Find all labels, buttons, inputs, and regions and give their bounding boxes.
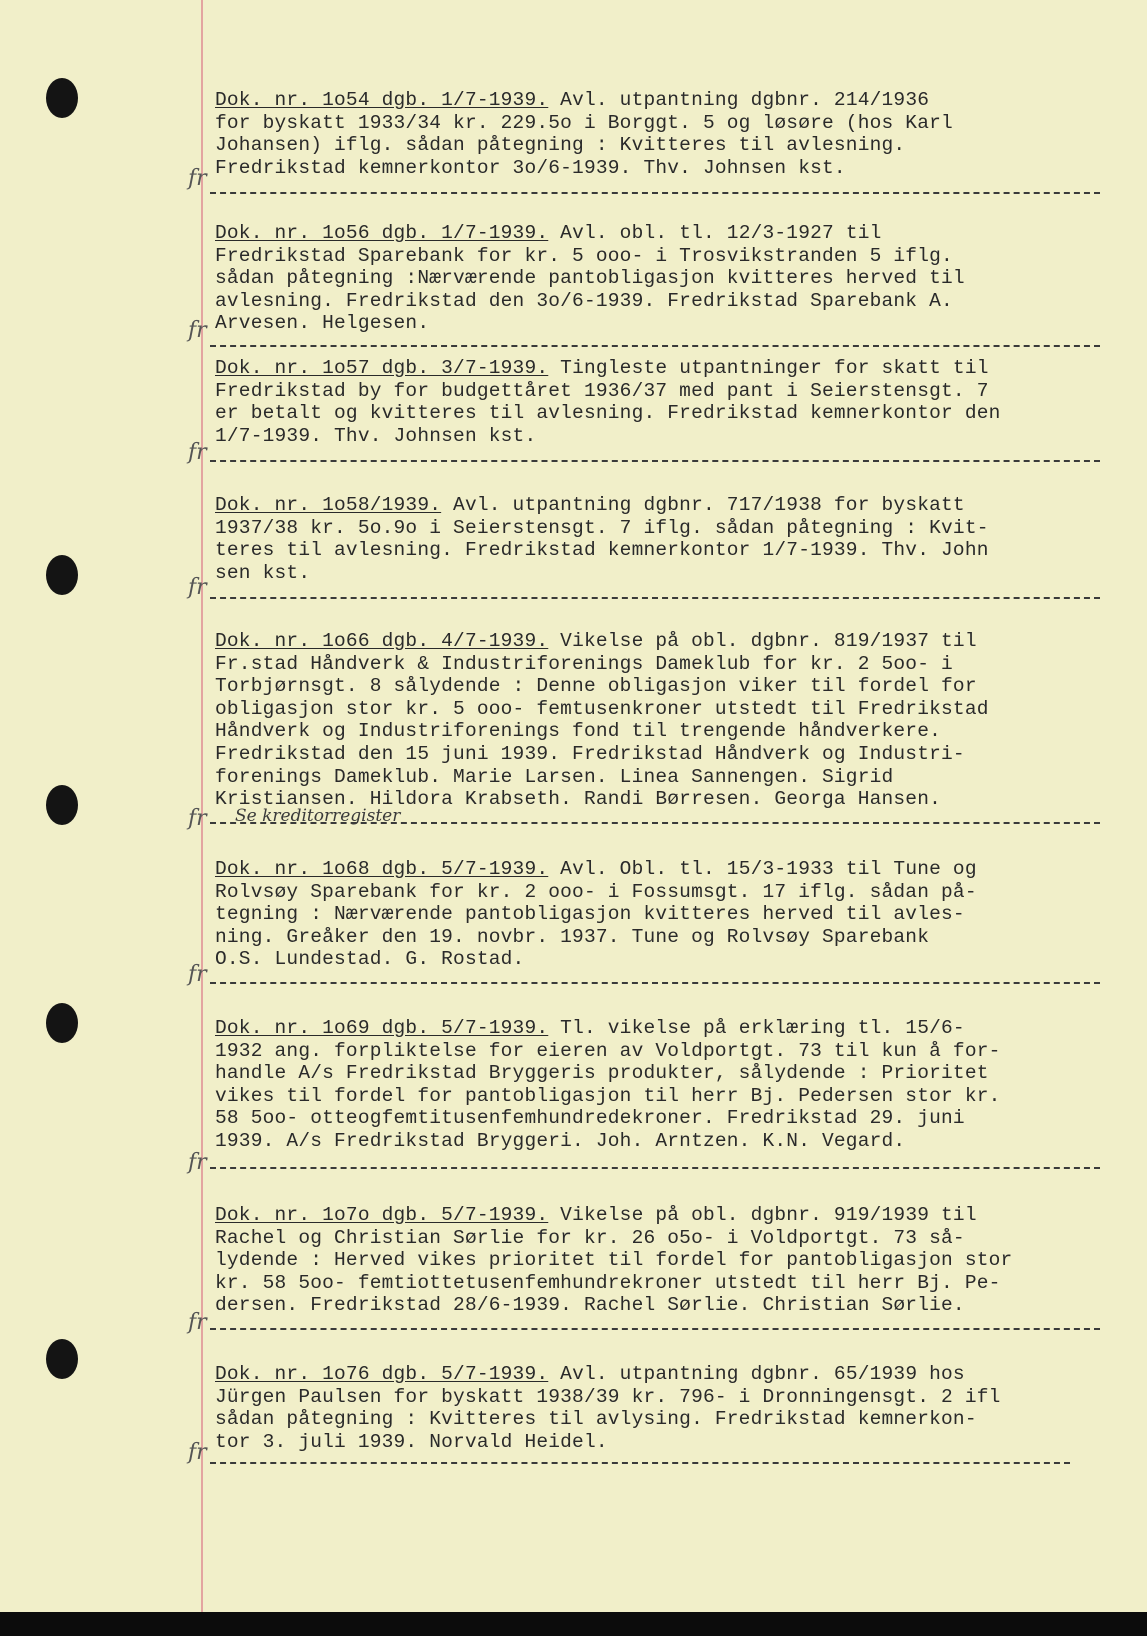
entry-separator: [210, 192, 1100, 194]
entry-separator: [210, 1462, 1070, 1464]
punch-hole: [46, 1339, 78, 1379]
entry-text: Avl. obl. tl. 12/3-1927 til: [560, 222, 882, 244]
entry-text: Fredrikstad Sparebank for kr. 5 ooo- i Trosvikstranden 5 iflg.: [215, 244, 953, 267]
entry-text: teres til avlesning. Fredrikstad kemnerkontor 1/7-1939. Thv. John: [215, 539, 989, 562]
punch-hole: [46, 785, 78, 825]
document-entry: [215, 222, 1115, 335]
entry-text: Rachel og Christian Sørlie for kr. 26 o5o- i Voldportgt. 73 så-: [215, 1226, 965, 1249]
entry-text: Avl. utpantning dgbnr. 65/1939 hos: [560, 1363, 965, 1385]
entry-text: obligasjon stor kr. 5 ooo- femtusenkroner utstedt til Fredrikstad: [215, 697, 989, 720]
entry-text: Johansen) iflg. sådan påtegning : Kvitteres til avlesning.: [215, 134, 906, 157]
entry-text: Rolvsøy Sparebank for kr. 2 ooo- i Fossumsgt. 17 iflg. sådan på-: [215, 880, 977, 903]
entry-text: Tl. vikelse på erklæring tl. 15/6-: [560, 1017, 965, 1039]
entry-text: Jürgen Paulsen for byskatt 1938/39 kr. 796- i Dronningensgt. 2 ifl: [215, 1385, 1001, 1408]
entry-reference: Dok. nr. 1o76 dgb. 5/7-1939.: [215, 1363, 549, 1385]
entry-text: Avl. utpantning dgbnr. 717/1938 for byskatt: [453, 494, 965, 516]
document-entry: [215, 1017, 1115, 1153]
entry-separator: [210, 822, 1100, 824]
punch-hole: [46, 78, 78, 118]
entry-text: sådan påtegning : Kvitteres til avlysing. Fredrikstad kemnerkon-: [215, 1408, 977, 1431]
entry-text: sådan påtegning :Nærværende pantobligasjon kvitteres herved til: [215, 267, 965, 290]
entry-separator: [210, 1328, 1100, 1330]
entry-reference: Dok. nr. 1o58/1939.: [215, 494, 442, 516]
entry-text: Fredrikstad den 15 juni 1939. Fredrikstad Håndverk og Industri-: [215, 742, 965, 765]
margin-mark: fr: [188, 318, 207, 343]
entry-text: Torbjørnsgt. 8 sålydende : Denne obligasjon viker til fordel for: [215, 675, 977, 698]
entry-text: Tingleste utpantninger for skatt til: [560, 357, 989, 379]
margin-mark: fr: [188, 962, 207, 987]
document-entry: [215, 89, 1115, 179]
entry-text: Vikelse på obl. dgbnr. 919/1939 til: [560, 1204, 977, 1226]
margin-mark: fr: [188, 575, 207, 600]
document-entry: [215, 494, 1115, 584]
document-entry: [215, 1204, 1115, 1317]
entry-reference: Dok. nr. 1o56 dgb. 1/7-1939.: [215, 222, 549, 244]
entry-text: Avl. utpantning dgbnr. 214/1936: [560, 89, 930, 111]
entry-text: sen kst.: [215, 561, 311, 584]
document-entry: [215, 357, 1115, 447]
entry-text: Fredrikstad by for budgettåret 1936/37 med pant i Seierstensgt. 7: [215, 379, 989, 402]
entry-text: kr. 58 5oo- femtiottetusenfemhundrekroner utstedt til herr Bj. Pe-: [215, 1271, 1001, 1294]
entry-text: ning. Greåker den 19. novbr. 1937. Tune og Rolvsøy Sparebank: [215, 925, 930, 948]
entry-text: handle A/s Fredrikstad Bryggeris produkter, sålydende : Prioritet: [215, 1062, 989, 1085]
entry-text: 1/7-1939. Thv. Johnsen kst.: [215, 424, 537, 447]
entry-text: 1937/38 kr. 5o.9o i Seierstensgt. 7 iflg. sådan påtegning : Kvit-: [215, 516, 989, 539]
entry-text: Fredrikstad kemnerkontor 3o/6-1939. Thv. Johnsen kst.: [215, 156, 846, 179]
signature-note: Se kreditorregister: [235, 806, 401, 826]
entry-text: for byskatt 1933/34 kr. 229.5o i Borggt. 5 og løsøre (hos Karl: [215, 111, 953, 134]
entry-text: 1939. A/s Fredrikstad Bryggeri. Joh. Arntzen. K.N. Vegard.: [215, 1129, 906, 1152]
entry-text: dersen. Fredrikstad 28/6-1939. Rachel Sørlie. Christian Sørlie.: [215, 1294, 965, 1317]
entry-text: er betalt og kvitteres til avlesning. Fredrikstad kemnerkontor den: [215, 402, 1001, 425]
entry-separator: [210, 460, 1100, 462]
margin-mark: fr: [188, 1440, 207, 1465]
entry-reference: Dok. nr. 1o7o dgb. 5/7-1939.: [215, 1204, 549, 1226]
document-entry: [215, 858, 1115, 971]
entry-separator: [210, 345, 1100, 347]
margin-mark: fr: [188, 166, 207, 191]
entry-text: avlesning. Fredrikstad den 3o/6-1939. Fredrikstad Sparebank A.: [215, 289, 953, 312]
entry-reference: Dok. nr. 1o66 dgb. 4/7-1939.: [215, 630, 549, 652]
entry-text: 1932 ang. forpliktelse for eieren av Voldportgt. 73 til kun å for-: [215, 1039, 1001, 1062]
entry-text: Arvesen. Helgesen.: [215, 312, 430, 335]
entry-text: Avl. Obl. tl. 15/3-1933 til Tune og: [560, 858, 977, 880]
entry-text: Kristiansen. Hildora Krabseth. Randi Børresen. Georga Hansen.: [215, 788, 942, 811]
entry-text: tor 3. juli 1939. Norvald Heidel.: [215, 1430, 608, 1453]
document-entry: [215, 1363, 1115, 1453]
entry-reference: Dok. nr. 1o68 dgb. 5/7-1939.: [215, 858, 549, 880]
margin-mark: fr: [188, 1310, 207, 1335]
scan-border: [0, 1612, 1147, 1636]
entry-text: O.S. Lundestad. G. Rostad.: [215, 948, 525, 971]
entry-separator: [210, 1167, 1100, 1169]
entry-text: lydende : Herved vikes prioritet til fordel for pantobligasjon stor: [215, 1249, 1013, 1272]
entry-text: vikes til fordel for pantobligasjon til herr Bj. Pedersen stor kr.: [215, 1084, 1001, 1107]
margin-mark: fr: [188, 440, 207, 465]
entry-text: Vikelse på obl. dgbnr. 819/1937 til: [560, 630, 977, 652]
entry-separator: [210, 597, 1100, 599]
punch-hole: [46, 1003, 78, 1043]
margin-mark: fr: [188, 806, 207, 831]
entry-text: Fr.stad Håndverk & Industriforenings Dameklub for kr. 2 5oo- i: [215, 652, 953, 675]
margin-mark: fr: [188, 1150, 207, 1175]
punch-hole: [46, 555, 78, 595]
entry-text: Håndverk og Industriforenings fond til trengende håndverkere.: [215, 720, 942, 743]
entry-text: tegning : Nærværende pantobligasjon kvitteres herved til avles-: [215, 903, 965, 926]
entry-text: 58 5oo- otteogfemtitusenfemhundredekroner. Fredrikstad 29. juni: [215, 1107, 965, 1130]
entry-reference: Dok. nr. 1o54 dgb. 1/7-1939.: [215, 89, 549, 111]
entry-reference: Dok. nr. 1o69 dgb. 5/7-1939.: [215, 1017, 549, 1039]
entry-reference: Dok. nr. 1o57 dgb. 3/7-1939.: [215, 357, 549, 379]
document-entry: [215, 630, 1115, 811]
entry-separator: [210, 982, 1100, 984]
entry-text: forenings Dameklub. Marie Larsen. Linea Sannengen. Sigrid: [215, 765, 894, 788]
